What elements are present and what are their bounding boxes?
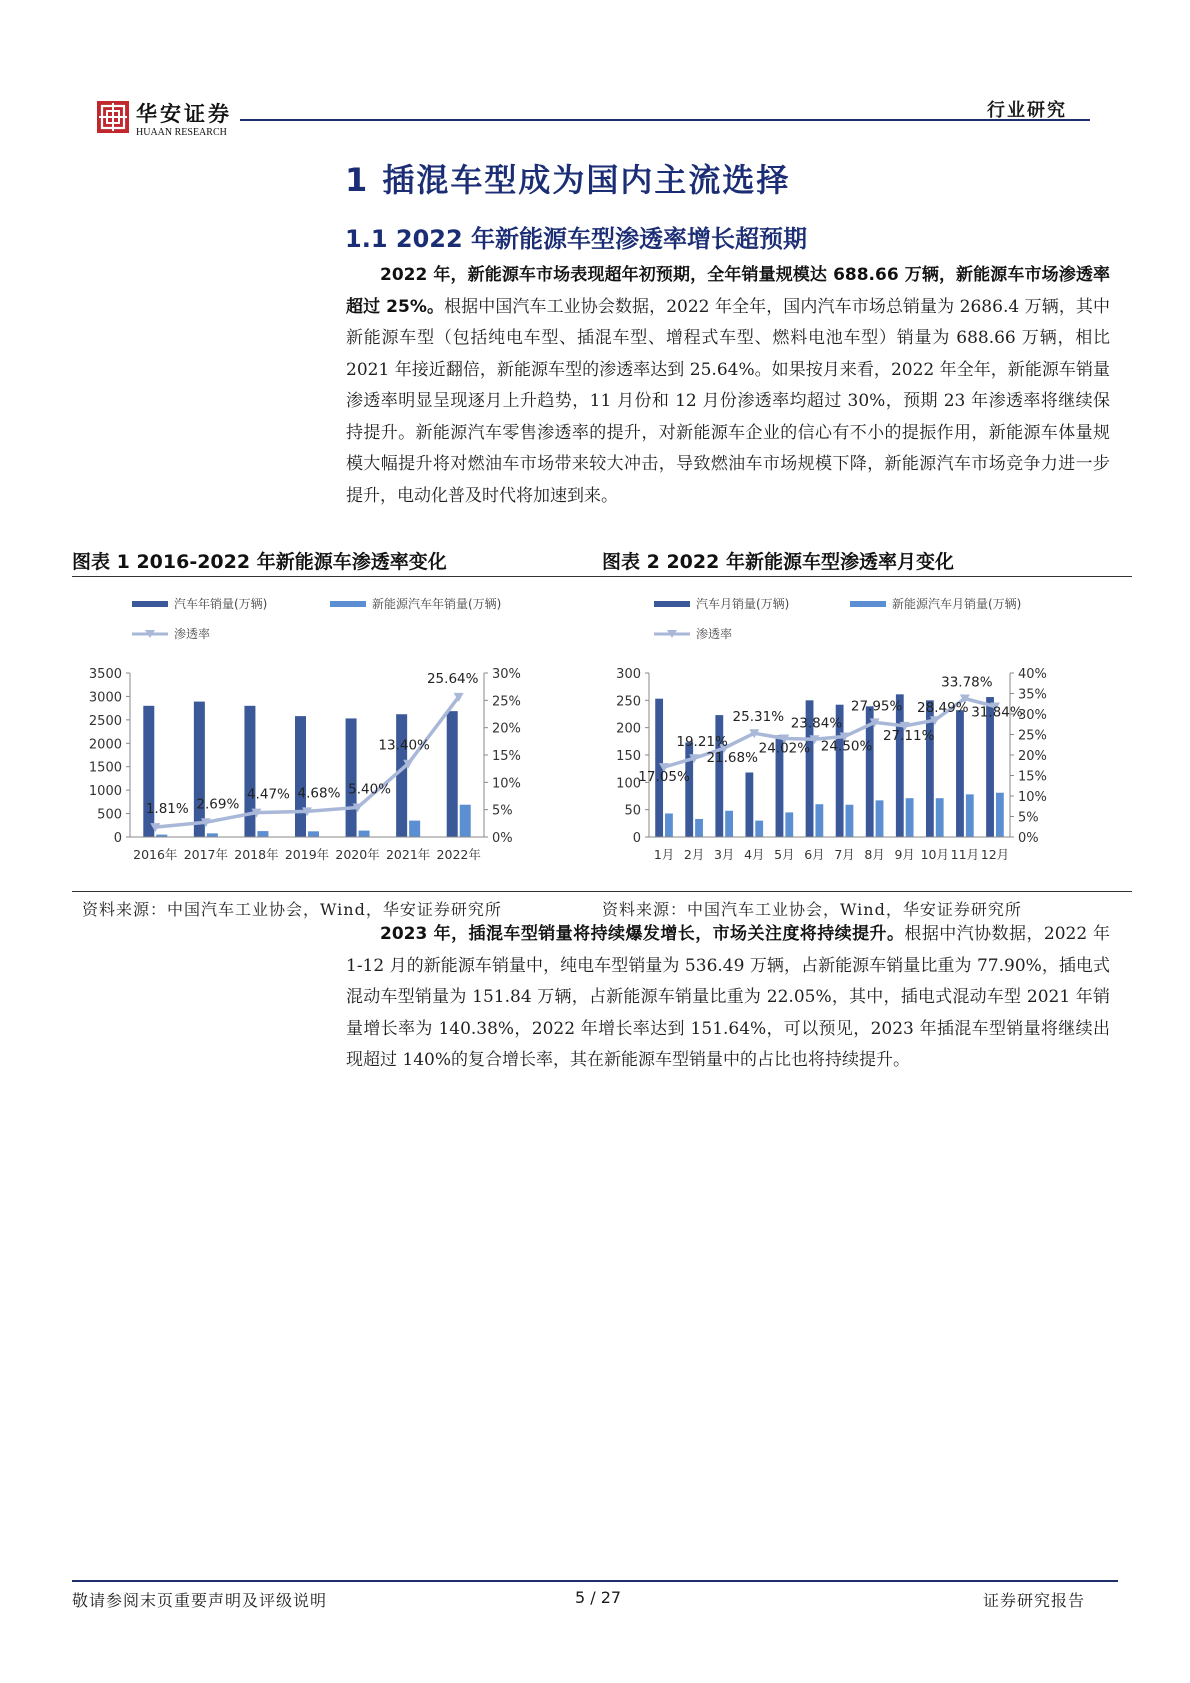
y2-tick-label: 15% — [1018, 769, 1047, 785]
y2-tick-label: 10% — [1018, 790, 1047, 805]
body-paragraph — [346, 260, 1110, 512]
y2-tick-label: 0% — [492, 831, 513, 846]
figure-bottom-rule — [72, 891, 1132, 892]
y2-tick-label: 5% — [1018, 810, 1039, 826]
paragraph-text: 根据中汽协数据，2022 年 1-12 月的新能源车销量中，纯电车型销量为 536.49 万辆，占新能源车销量比重为 77.90%，插电式混动车型销量为 151.84 万辆，占新能源车销量比重为 22.05%，其中，插电式混动车型 2021 年销量增长率为 140.38%，2022 年增长率达到 151.64%，可以预见，2023 年插混车型销量将继续出现超过 140%的复合增长率，其在新能源车型销量中的占比也将持续提升。 — [346, 924, 1111, 1070]
bar-nev-sales — [755, 821, 763, 837]
bar-nev-sales — [308, 831, 319, 837]
y-tick-label: 150 — [616, 749, 641, 764]
y2-tick-label: 30% — [492, 667, 521, 682]
footer-report-type: 证券研究报告 — [983, 1591, 1086, 1610]
data-label: 27.95% — [850, 698, 903, 715]
bar-nev-sales — [906, 798, 914, 837]
y-tick-label: 1000 — [88, 784, 122, 800]
data-label: 33.78% — [941, 674, 993, 691]
x-tick-label: 4月 — [744, 847, 765, 862]
x-tick-label: 1月 — [653, 847, 675, 862]
legend-swatch — [330, 601, 366, 607]
header-divider — [240, 119, 1090, 121]
bar-nev-sales — [409, 821, 420, 837]
x-tick-label: 3月 — [713, 847, 735, 862]
y-tick-label: 50 — [624, 803, 641, 819]
y2-tick-label: 25% — [1018, 728, 1047, 744]
data-label: 13.40% — [378, 737, 430, 754]
data-label: 4.47% — [246, 786, 290, 803]
y2-tick-label: 20% — [1018, 749, 1047, 764]
bar-nev-sales — [257, 831, 268, 837]
data-label: 19.21% — [676, 734, 728, 751]
legend-swatch — [654, 601, 690, 607]
legend-label: 渗透率 — [696, 627, 733, 641]
bar-total-sales — [244, 706, 255, 837]
legend — [654, 596, 1021, 641]
bar-total-sales — [447, 711, 458, 837]
y-tick-label: 1500 — [88, 760, 122, 776]
bar-total-sales — [745, 772, 753, 837]
logo-subtitle: HUAAN RESEARCH — [136, 127, 227, 138]
section-tag: 行业研究 — [987, 100, 1067, 121]
x-tick-label: 5月 — [774, 847, 795, 862]
y-tick-label: 2000 — [88, 737, 122, 753]
data-label: 5.40% — [348, 781, 392, 798]
x-tick-label: 10月 — [920, 847, 949, 862]
huaan-logo-icon — [96, 100, 130, 134]
data-label: 28.49% — [917, 700, 969, 717]
data-label: 25.31% — [732, 709, 785, 726]
figure-title: 图表 2 2022 年新能源车型渗透率月变化 — [602, 551, 954, 573]
bar-nev-sales — [815, 804, 823, 837]
x-tick-label: 7月 — [834, 847, 855, 862]
legend-label: 汽车年销量(万辆) — [174, 597, 268, 611]
bar-nev-sales — [725, 811, 733, 837]
paragraph-lead: 2023 年，插混车型销量将持续爆发增长，市场关注度将持续提升。 — [380, 924, 905, 944]
y2-tick-label: 30% — [1018, 708, 1047, 723]
bar-nev-sales — [359, 831, 370, 837]
bar-total-sales — [143, 706, 154, 837]
data-label: 23.84% — [790, 715, 843, 732]
bar-total-sales — [896, 694, 904, 837]
data-label: 21.68% — [706, 750, 758, 767]
y2-tick-label: 0% — [1018, 831, 1039, 846]
x-tick-label: 12月 — [980, 847, 1010, 862]
x-tick-label: 9月 — [894, 847, 915, 862]
x-tick-label: 2017年 — [183, 847, 229, 862]
legend — [132, 596, 501, 641]
y2-tick-label: 40% — [1018, 667, 1047, 682]
figure-title: 图表 1 2016-2022 年新能源车渗透率变化 — [72, 551, 447, 573]
x-tick-label: 11月 — [950, 847, 980, 862]
monthly-penetration-chart — [592, 584, 1092, 884]
y2-tick-label: 15% — [492, 749, 521, 764]
y2-tick-label: 25% — [492, 694, 521, 710]
bar-nev-sales — [876, 800, 884, 837]
bar-nev-sales — [846, 805, 854, 837]
x-tick-label: 2月 — [683, 847, 705, 862]
legend-label: 渗透率 — [174, 627, 211, 641]
y-tick-label: 300 — [616, 667, 641, 682]
bar-nev-sales — [665, 813, 673, 837]
data-label: 24.50% — [820, 738, 873, 755]
legend-label: 新能源汽车月销量(万辆) — [892, 597, 1022, 611]
bar-nev-sales — [695, 819, 703, 837]
y-tick-label: 250 — [616, 694, 641, 710]
y-tick-label: 0 — [113, 831, 122, 846]
bar-total-sales — [956, 710, 964, 837]
bar-total-sales — [194, 702, 205, 837]
bar-total-sales — [396, 714, 407, 837]
footer-disclaimer: 敬请参阅末页重要声明及评级说明 — [72, 1591, 328, 1610]
data-label: 25.64% — [426, 670, 479, 687]
y-tick-label: 3000 — [88, 690, 122, 706]
bar-nev-sales — [936, 798, 944, 837]
data-label: 24.02% — [758, 740, 811, 757]
section-heading: 1.1 2022 年新能源车型渗透率增长超预期 — [345, 225, 808, 253]
bar-total-sales — [295, 716, 306, 837]
data-label: 31.84% — [971, 704, 1023, 721]
bar-nev-sales — [207, 833, 218, 837]
x-tick-label: 2019年 — [284, 847, 330, 862]
x-tick-label: 2018年 — [234, 847, 279, 862]
x-tick-label: 2021年 — [385, 847, 431, 862]
data-label: 1.81% — [145, 801, 189, 818]
bar-nev-sales — [996, 793, 1004, 837]
y-tick-label: 200 — [616, 721, 641, 737]
x-tick-label: 8月 — [864, 847, 885, 862]
bar-total-sales — [346, 718, 357, 837]
footer-divider — [72, 1580, 1118, 1582]
figure-source: 资料来源：中国汽车工业协会，Wind，华安证券研究所 — [602, 900, 1022, 919]
figure-top-rule — [72, 576, 1132, 577]
legend-label: 汽车月销量(万辆) — [696, 597, 790, 611]
y2-tick-label: 20% — [492, 721, 521, 737]
x-tick-label: 2020年 — [335, 847, 380, 862]
page-number: 5 / 27 — [575, 1588, 622, 1607]
y-tick-label: 0 — [632, 831, 641, 846]
figure-source: 资料来源：中国汽车工业协会，Wind，华安证券研究所 — [82, 900, 502, 919]
legend-swatch — [850, 601, 886, 607]
annual-penetration-chart — [72, 584, 572, 884]
logo-text: 华安证券 — [136, 101, 232, 126]
data-label: 2.69% — [196, 796, 240, 813]
data-label: 4.68% — [297, 785, 341, 802]
y2-tick-label: 10% — [492, 776, 521, 792]
legend-label: 新能源汽车年销量(万辆) — [372, 597, 502, 611]
x-tick-label: 6月 — [804, 847, 825, 862]
data-label: 17.05% — [638, 769, 690, 786]
x-tick-label: 2022年 — [436, 847, 481, 862]
y2-tick-label: 5% — [492, 803, 513, 819]
y-tick-label: 100 — [616, 776, 641, 792]
legend-swatch — [132, 601, 168, 607]
chapter-heading: 1 插混车型成为国内主流选择 — [345, 161, 791, 199]
y2-tick-label: 35% — [1018, 687, 1047, 703]
paragraph-text: 根据中国汽车工业协会数据，2022 年全年，国内汽车市场总销量为 2686.4 万辆，其中新能源车型（包括纯电车型、插混车型、增程式车型、燃料电池车型）销量为 688.66 万辆，相比 2021 年接近翻倍，新能源车型的渗透率达到 25.64%。如果按月来看，2022 年全年，新能源车销量渗透率明显呈现逐月上升趋势，11 月份和 12 月份渗透率均超过 30%，预期 23 年渗透率将继续保持提升。新能源汽车零售渗透率的提升，对新能源车企业的信心有不小的提振作用，新能源车体量规模大幅提升将对燃油车市场带来较大冲击，导致燃油车市场规模下降，新能源汽车市场竞争力进一步提升，电动化普及时代将加速到来。 — [346, 296, 1111, 506]
paragraph-lead: 2022 年，新能源车市场表现超年初预期，全年销量规模达 688.66 万辆，新能源车市场渗透率超过 25%。 — [346, 265, 1110, 317]
body-paragraph — [346, 919, 1110, 1077]
data-label: 27.11% — [882, 727, 935, 744]
bar-nev-sales — [460, 805, 471, 837]
bar-nev-sales — [966, 794, 974, 837]
y-tick-label: 500 — [97, 807, 122, 823]
x-tick-label: 2016年 — [133, 847, 178, 862]
y-tick-label: 2500 — [88, 713, 122, 729]
bar-nev-sales — [785, 812, 793, 837]
y-tick-label: 3500 — [88, 667, 122, 682]
